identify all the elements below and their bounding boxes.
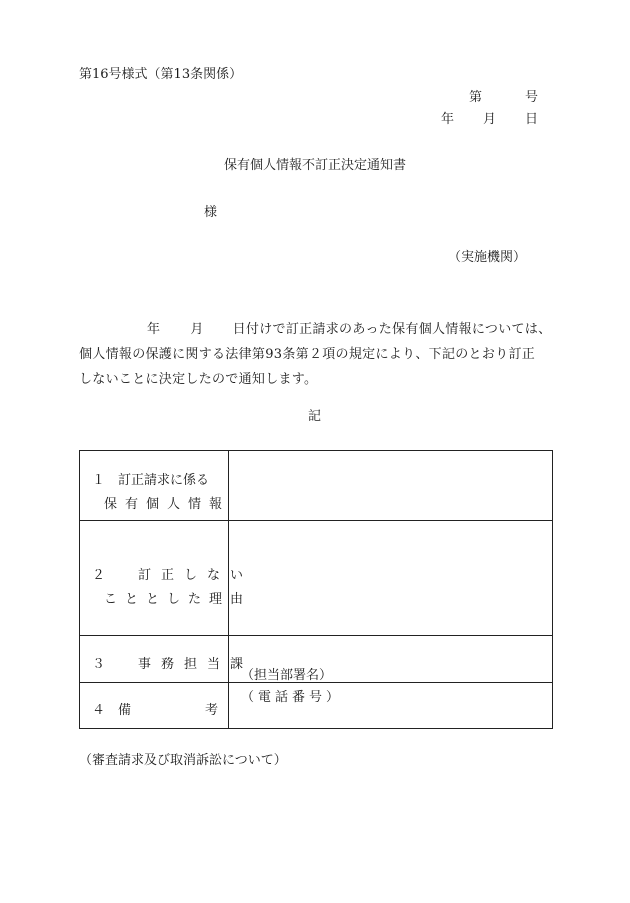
label-cell-department <box>80 636 254 683</box>
label-box <box>80 521 254 635</box>
label-cell-remarks <box>80 683 229 729</box>
body-year-label: 年 <box>147 322 161 337</box>
department-name-label: （担当部署名） <box>241 668 333 683</box>
label-reason-line1: ２ 訂正しない <box>92 568 254 583</box>
table-row <box>80 451 553 521</box>
label-department: ３ 事務担当課 <box>92 657 254 672</box>
value-cell-reason <box>229 521 553 636</box>
body-line-1 <box>79 317 559 342</box>
table-row <box>80 636 553 683</box>
document-number-label: 第 <box>469 90 483 105</box>
body-line-3: しないことに決定したので通知します。 <box>79 372 318 387</box>
date-day-label: 日 <box>525 112 539 127</box>
date-year-label: 年 <box>441 112 455 127</box>
label-cell-correction-info <box>80 451 229 521</box>
table-row <box>80 521 553 636</box>
phone-number-label: （電話番号） <box>241 690 344 705</box>
label-remarks-end: 考 <box>205 703 219 718</box>
value-cell-correction-info <box>229 451 553 521</box>
notice-items-table <box>79 450 553 729</box>
label-box <box>80 451 231 520</box>
document-title: 保有個人情報不訂正決定通知書 <box>223 158 406 173</box>
body-month-label: 月 <box>190 322 204 337</box>
label-box <box>80 683 228 728</box>
label-reason-line2: こととした理由 <box>104 592 252 607</box>
document-number-suffix: 号 <box>525 90 539 105</box>
label-remarks-start: ４ 備 <box>92 703 132 718</box>
date-month-label: 月 <box>483 112 497 127</box>
value-cell-department <box>229 636 553 705</box>
label-correction-line1: １ 訂正請求に係る <box>92 473 210 488</box>
label-box <box>80 636 254 682</box>
addressee-suffix: 様 <box>204 205 218 220</box>
review-request-note: （審査請求及び取消訴訟について） <box>79 753 287 768</box>
notice-body <box>79 317 559 392</box>
body-line-1-text: 日付けで訂正請求のあった保有個人情報については、 <box>232 322 552 337</box>
form-number: 第16号様式（第13条関係） <box>79 67 243 82</box>
implementing-agency: （実施機関） <box>448 250 527 265</box>
ki-heading: 記 <box>308 409 322 424</box>
label-correction-line2: 保有個人情報 <box>104 497 231 512</box>
label-cell-reason <box>80 521 254 636</box>
body-line-2: 個人情報の保護に関する法律第93条第２項の規定により、下記のとおり訂正 <box>79 347 536 362</box>
